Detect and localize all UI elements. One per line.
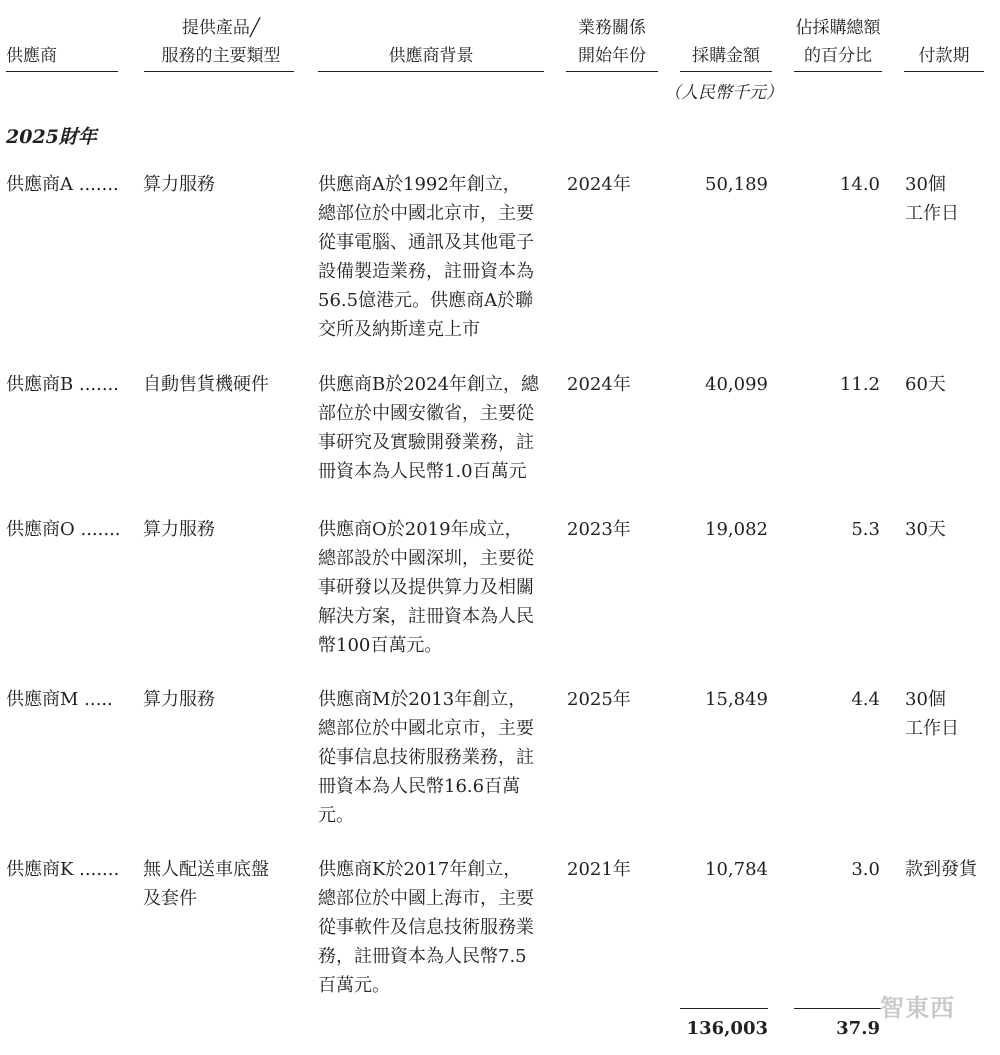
purchase-percentage: 3.0 [851, 859, 880, 880]
payment-terms-line: 工作日 [905, 203, 959, 224]
background-line: 部位於中國安徽省，主要從 [318, 403, 534, 424]
background-line: 百萬元。 [318, 975, 390, 996]
purchase-percentage: 11.2 [839, 374, 880, 395]
purchase-amount: 50,189 [705, 174, 768, 195]
supplier-name: 供應商K ....... [6, 859, 120, 880]
product-type-line: 無人配送車底盤 [143, 859, 269, 880]
supplier-name: 供應商A ....... [6, 174, 119, 195]
background-line: 務，註冊資本為人民幣7.5 [318, 946, 527, 967]
payment-terms-line: 60天 [905, 374, 946, 395]
watermark-logo: 智東西 [880, 994, 955, 1022]
product-type-line: 算力服務 [143, 689, 215, 710]
background-line: 供應商B於2024年創立，總 [318, 374, 540, 395]
payment-terms-line: 30個 [905, 174, 946, 195]
payment-terms-line: 30天 [905, 519, 946, 540]
header-product-line2: 服務的主要類型 [161, 46, 281, 66]
background-line: 總部位於中國北京市，主要 [318, 718, 534, 739]
product-type-line: 及套件 [143, 888, 197, 909]
header-pct-line2: 的百分比 [804, 46, 872, 66]
header-start-line2: 開始年份 [578, 46, 646, 66]
header-pct-line1: 佔採購總額 [795, 18, 881, 38]
background-line: 幣100百萬元。 [318, 635, 443, 656]
start-year: 2021年 [567, 859, 631, 880]
background-line: 56.5億港元。供應商A於聯 [318, 290, 534, 311]
supplier-name: 供應商B ....... [6, 374, 120, 395]
header-underline-terms [904, 71, 984, 72]
background-line: 解決方案，註冊資本為人民 [318, 606, 534, 627]
total-amount: 136,003 [686, 1018, 768, 1039]
header-underline-product [144, 71, 294, 72]
payment-terms-line: 款到發貨 [905, 859, 977, 880]
header-underline-start [566, 71, 658, 72]
background-line: 從事信息技術服務業務，註 [318, 747, 534, 768]
start-year: 2024年 [567, 174, 631, 195]
header-background: 供應商背景 [388, 46, 474, 66]
product-type-line: 自動售貨機硬件 [143, 374, 269, 395]
background-line: 元。 [318, 805, 354, 826]
header-product-line1: 提供產品╱ [181, 18, 261, 38]
background-line: 冊資本為人民幣16.6百萬 [318, 776, 521, 797]
background-line: 供應商O於2019年成立， [318, 519, 523, 540]
header-underline-amount [680, 71, 772, 72]
background-line: 供應商A於1992年創立， [318, 174, 521, 195]
purchase-amount: 40,099 [705, 374, 768, 395]
start-year: 2025年 [567, 689, 631, 710]
background-line: 從事軟件及信息技術服務業 [318, 917, 534, 938]
purchase-percentage: 4.4 [851, 689, 880, 710]
background-line: 供應商K於2017年創立， [318, 859, 522, 880]
header-underline-supplier [6, 71, 118, 72]
unit-label: （人民幣千元） [664, 83, 783, 103]
background-line: 事研發以及提供算力及相關 [318, 577, 534, 598]
header-terms: 付款期 [918, 46, 970, 66]
section-title: 2025財年 [6, 126, 97, 148]
product-type-line: 算力服務 [143, 519, 215, 540]
product-type-line: 算力服務 [143, 174, 215, 195]
supplier-name: 供應商O ....... [6, 519, 121, 540]
background-line: 總部位於中國上海市，主要 [318, 888, 534, 909]
header-underline-pct [794, 71, 882, 72]
start-year: 2023年 [567, 519, 631, 540]
header-amount: 採購金額 [692, 46, 760, 66]
background-line: 冊資本為人民幣1.0百萬元 [318, 461, 527, 482]
header-supplier: 供應商 [6, 46, 57, 66]
background-line: 總部位於中國北京市，主要 [318, 203, 534, 224]
total-amount-rule [680, 1008, 768, 1009]
payment-terms-line: 工作日 [905, 718, 959, 739]
purchase-percentage: 14.0 [839, 174, 880, 195]
purchase-amount: 19,082 [705, 519, 768, 540]
background-line: 供應商M於2013年創立， [318, 689, 527, 710]
start-year: 2024年 [567, 374, 631, 395]
total-pct: 37.9 [836, 1018, 880, 1039]
background-line: 從事電腦、通訊及其他電子 [318, 232, 534, 253]
header-underline-background [318, 71, 544, 72]
background-line: 事研究及實驗開發業務，註 [318, 432, 534, 453]
total-pct-rule [794, 1008, 882, 1009]
purchase-percentage: 5.3 [851, 519, 880, 540]
purchase-amount: 15,849 [705, 689, 768, 710]
purchase-amount: 10,784 [705, 859, 768, 880]
header-start-line1: 業務關係 [578, 18, 646, 38]
payment-terms-line: 30個 [905, 689, 946, 710]
background-line: 交所及納斯達克上市 [318, 319, 480, 340]
supplier-name: 供應商M ..... [6, 689, 113, 710]
background-line: 設備製造業務，註冊資本為 [318, 261, 534, 282]
background-line: 總部設於中國深圳，主要從 [318, 548, 534, 569]
